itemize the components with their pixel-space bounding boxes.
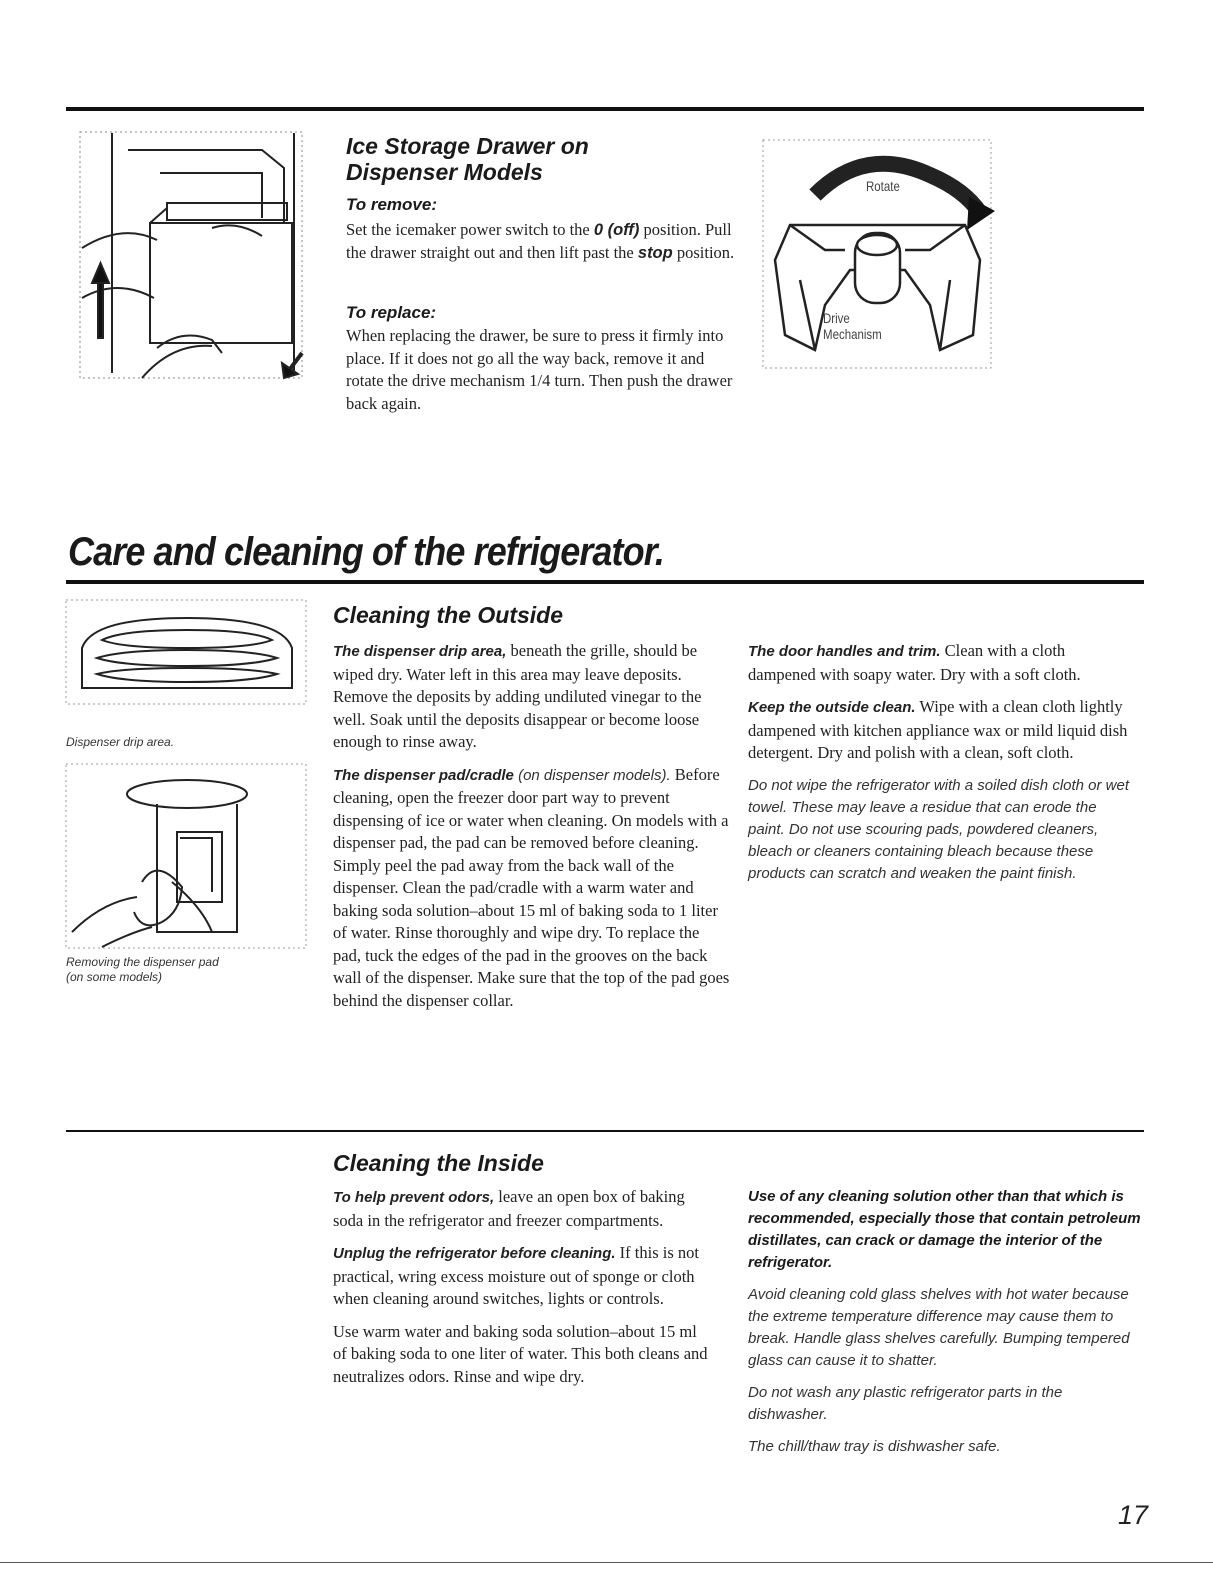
glass-shelves-paragraph: Avoid cleaning cold glass shelves with hot water because the extreme temperature difference may cause them to break. Handle glass shelves carefully. Bumping tempered glass can cause it to shatter. xyxy=(748,1286,1130,1369)
section-divider xyxy=(66,1130,1144,1132)
remove-paragraph: Set the icemaker power switch to the 0 (off) position. Pull the drawer straight out and then lift past the stop position. xyxy=(346,220,735,262)
dishwasher-paragraph: Do not wash any plastic refrigerator parts in the dishwasher. xyxy=(748,1384,1063,1423)
rotate-label: Rotate xyxy=(866,178,900,194)
door-handles-paragraph: The door handles and trim. Clean with a cloth dampened with soapy water. Dry with a soft cloth. xyxy=(748,641,1081,684)
ice-title-line1: Ice Storage Drawer on xyxy=(346,133,589,159)
replace-paragraph: When replacing the drawer, be sure to press it firmly into place. If it does not go all the way back, remove it and rotate the drive mechanism 1/4 turn. Then push the drawer back again. xyxy=(346,326,733,413)
unplug-paragraph: Unplug the refrigerator before cleaning. If this is not practical, wring excess moisture out of sponge or cloth when cleaning around switches, lights or controls. xyxy=(333,1243,699,1308)
outside-heading: Cleaning the Outside xyxy=(333,602,564,628)
dispenser-pad-illustration xyxy=(62,762,312,952)
keep-clean-paragraph: Keep the outside clean. Wipe with a clean cloth lightly dampened with kitchen appliance wax or mild liquid dish detergent. Dry and polish with a clean, soft cloth. xyxy=(748,697,1128,762)
inside-col2 xyxy=(748,1186,1143,1458)
pad-caption-line1: Removing the dispenser pad xyxy=(66,955,219,969)
baking-soda-paragraph: Use warm water and baking soda solution–about 15 ml of baking soda to one liter of water. This both cleans and neutralizes odors. Rinse and wipe dry. xyxy=(333,1321,708,1386)
odors-paragraph: To help prevent odors, leave an open box of baking soda in the refrigerator and freezer compartments. xyxy=(333,1187,685,1230)
title-rule xyxy=(66,580,1144,584)
replace-heading: To replace: xyxy=(346,303,437,322)
inside-col1 xyxy=(333,1186,713,1388)
remove-heading: To remove: xyxy=(346,195,438,214)
bottom-rule xyxy=(0,1562,1213,1563)
inside-heading: Cleaning the Inside xyxy=(333,1150,544,1176)
pad-cradle-paragraph: The dispenser pad/cradle (on dispenser models). Before cleaning, open the freezer door part way to prevent dispensing of ice or water when cleaning. On models with a dispenser pad, the pad can be removed before cleaning. Simply peel the pad away from the back wall of the dispenser. Clean the pad/cradle with a warm water and baking soda solution–about 15 ml of baking soda to 1 liter of water. Rinse thoroughly and wipe dry. To replace the pad, tuck the edges of the pad in the grooves on the back wall of the dispenser. Make sure that the top of the pad goes behind the dispenser collar. xyxy=(333,764,730,1010)
top-rule xyxy=(66,107,1144,111)
ice-drawer-illustration xyxy=(62,128,322,388)
cleaning-solution-warning: Use of any cleaning solution other than that which is recommended, especially those that contain petroleum distillates, can crack or damage the interior of the refrigerator. xyxy=(748,1188,1141,1271)
mechanism-label: Mechanism xyxy=(823,326,882,342)
outside-col2 xyxy=(748,640,1130,885)
ice-title-line2: Dispenser Models xyxy=(346,159,543,185)
page-number: 17 xyxy=(1118,1500,1149,1530)
chill-thaw-paragraph: The chill/thaw tray is dishwasher safe. xyxy=(748,1438,1001,1455)
outside-col1 xyxy=(333,640,731,1012)
drip-area-paragraph: The dispenser drip area, beneath the grille, should be wiped dry. Water left in this area may leave deposits. Remove the deposits by adding undiluted vinegar to the well. Soak until the deposits disappear or become loose enough to rinse away. xyxy=(333,641,702,751)
page-title: Care and cleaning of the refrigerator. xyxy=(68,530,664,574)
drip-area-illustration xyxy=(62,598,312,708)
pad-caption-line2: (on some models) xyxy=(66,970,163,984)
drip-area-caption: Dispenser drip area. xyxy=(66,735,175,749)
outside-warning-paragraph: Do not wipe the refrigerator with a soiled dish cloth or wet towel. These may leave a residue that can erode the paint. Do not use scouring pads, powdered cleaners, bleach or cleaners containing bleach because these products can scratch and weaken the paint finish. xyxy=(748,776,1130,882)
drive-label: Drive xyxy=(823,310,850,326)
